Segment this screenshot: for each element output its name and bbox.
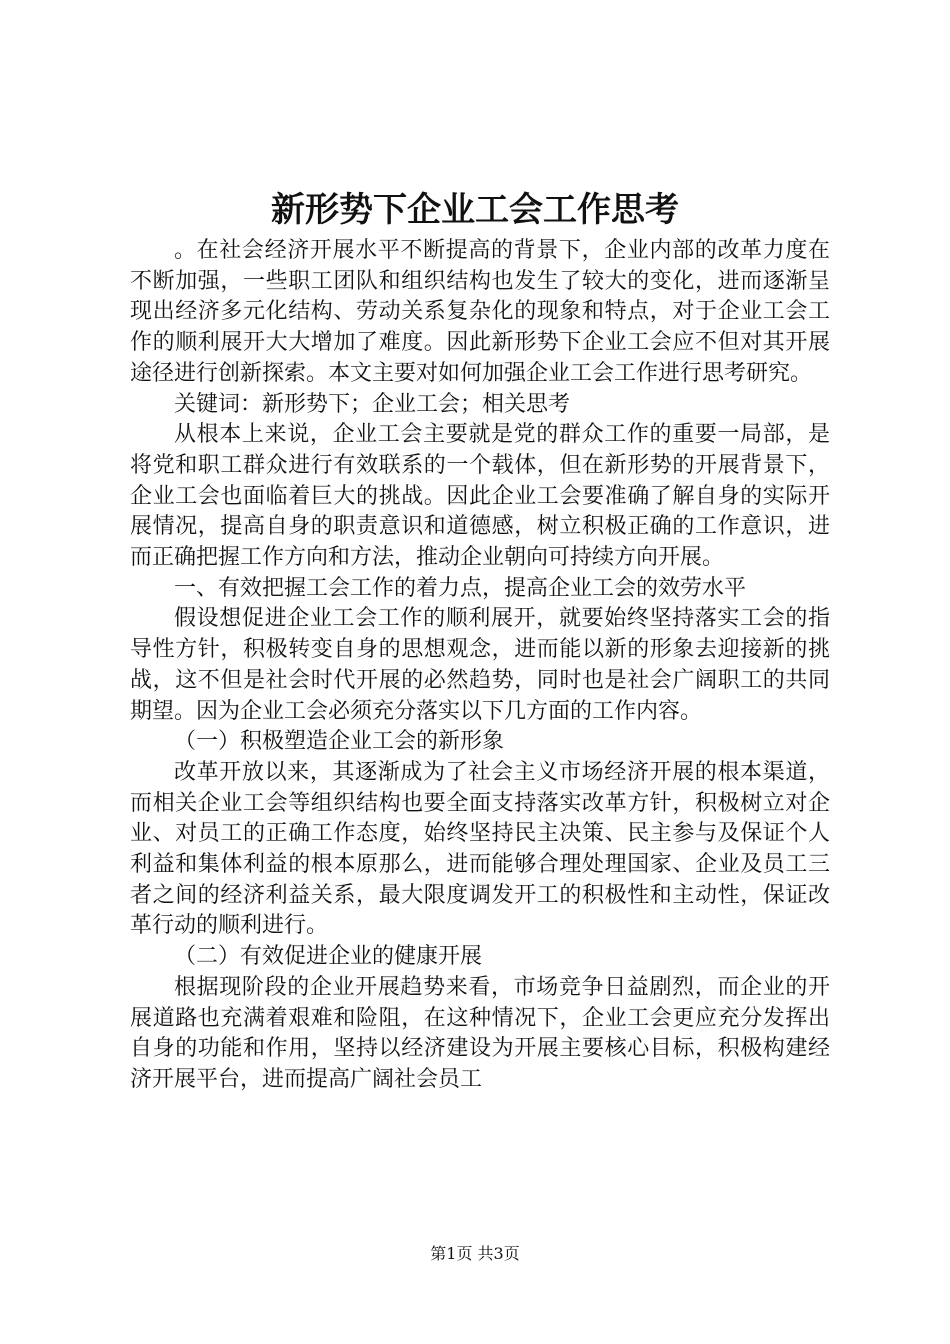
page-footer: 第1页 共3页 xyxy=(430,1244,520,1263)
document-title: 新形势下企业工会工作思考 xyxy=(271,190,679,230)
subsection-2-paragraph: 根据现阶段的企业开展趋势来看，市场竞争日益剧烈，而企业的开展道路也充满着艰难和险阻，在这种情况下，企业工会更应充分发挥出自身的功能和作用，坚持以经济建设为开展主要核心目标，积极构建经济开展平台，进而提高广阔社会员工 xyxy=(130,974,830,1092)
subsection-1-paragraph: 改革开放以来，其逐渐成为了社会主义市场经济开展的根本渠道，而相关企业工会等组织结构也要全面支持落实改革方针，积极树立对企业、对员工的正确工作态度，始终坚持民主决策、民主参与及保证个人利益和集体利益的根本原那么，进而能够合理处理国家、企业及员工三者之间的经济利益关系，最大限度调发开工的积极性和主动性，保证改革行动的顺利进行。 xyxy=(130,759,830,939)
keywords-line: 关键词：新形势下；企业工会；相关思考 xyxy=(174,391,571,417)
intro-paragraph: 从根本上来说，企业工会主要就是党的群众工作的重要一局部，是将党和职工群众进行有效联系的一个载体，但在新形势的开展背景下，企业工会也面临着巨大的挑战。因此企业工会要准确了解自身的实际开展情况，提高自身的职责意识和道德感，树立积极正确的工作意识，进而正确把握工作方向和方法，推动企业朝向可持续方向开展。 xyxy=(130,422,830,571)
section-heading-1: 一、有效把握工会工作的着力点，提高企业工会的效劳水平 xyxy=(174,575,747,601)
subsection-heading-1: （一）积极塑造企业工会的新形象 xyxy=(174,729,505,755)
section-1-paragraph: 假设想促进企业工会工作的顺利展开，就要始终坚持落实工会的指导性方针，积极转变自身的思想观念，进而能以新的形象去迎接新的挑战，这不但是社会时代开展的必然趋势，同时也是社会广阔职工的共同期望。因为企业工会必须充分落实以下几方面的工作内容。 xyxy=(130,606,830,724)
abstract-paragraph: 。在社会经济开展水平不断提高的背景下，企业内部的改革力度在不断加强，一些职工团队和组织结构也发生了较大的变化，进而逐渐呈现出经济多元化结构、劳动关系复杂化的现象和特点，对于企业工会工作的顺利展开大大增加了难度。因此新形势下企业工会应不但对其开展途径进行创新探索。本文主要对如何加强企业工会工作进行思考研究。 xyxy=(130,238,830,386)
document-body xyxy=(130,236,830,1096)
subsection-heading-2: （二）有效促进企业的健康开展 xyxy=(174,944,483,970)
